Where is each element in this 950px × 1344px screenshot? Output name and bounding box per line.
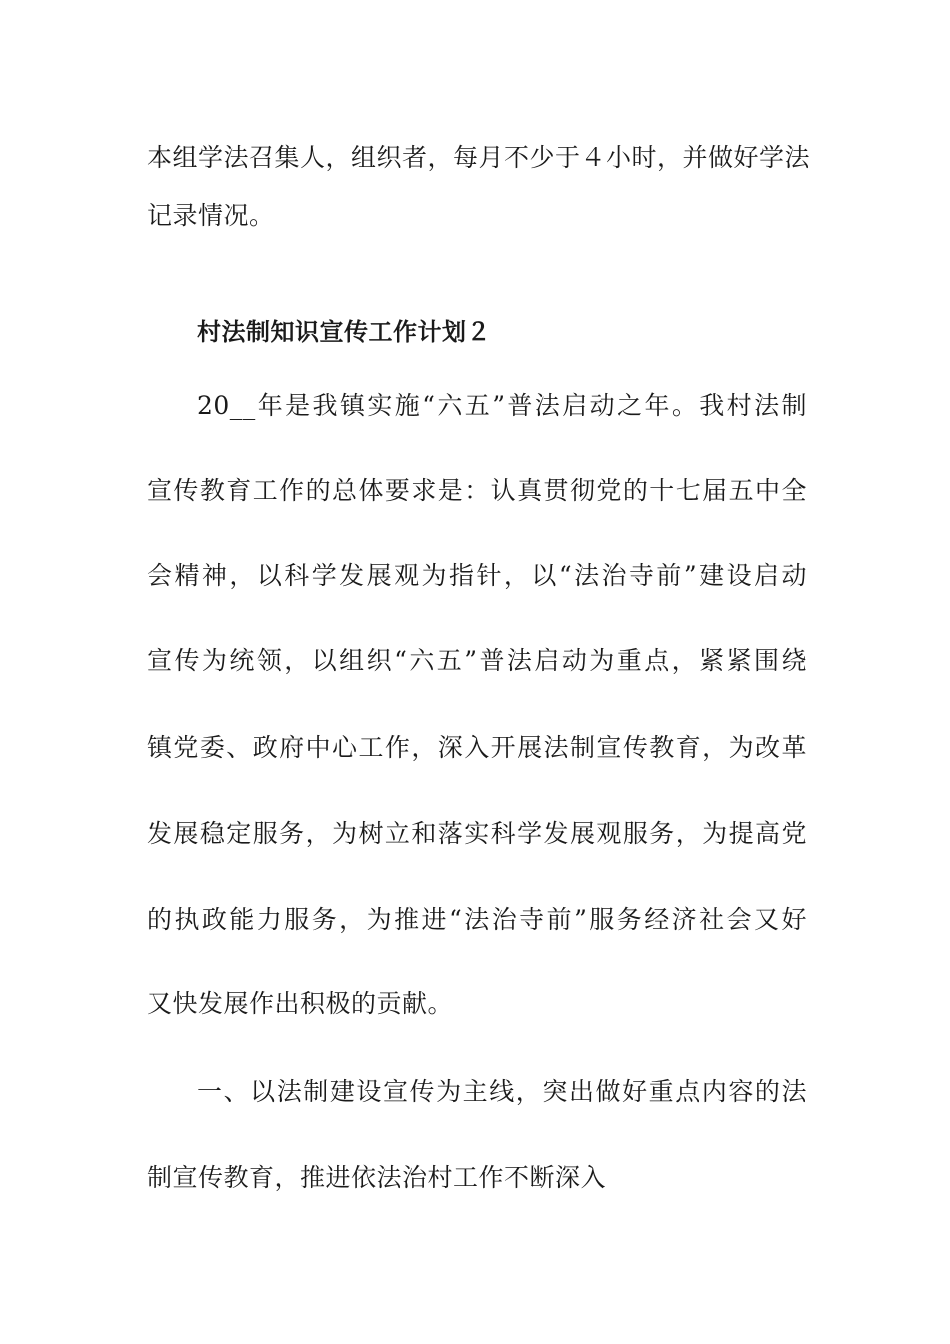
paragraph-line: 镇党委、政府中心工作，深入开展法制宣传教育，为改革	[147, 733, 807, 762]
paragraph-line: 宣传教育工作的总体要求是：认真贯彻党的十七届五中全	[147, 476, 807, 505]
paragraph-line: 20__年是我镇实施“六五”普法启动之年。我村法制	[197, 391, 807, 420]
paragraph-line: 制宣传教育，推进依法治村工作不断深入	[147, 1163, 607, 1192]
paragraph-line: 的执政能力服务，为推进“法治寺前”服务经济社会又好	[147, 905, 807, 934]
paragraph-line: 记录情况。	[147, 201, 275, 230]
paragraph-line: 一、以法制建设宣传为主线，突出做好重点内容的法	[197, 1077, 807, 1106]
paragraph-line: 发展稳定服务，为树立和落实科学发展观服务，为提高党	[147, 819, 807, 848]
section-heading: 村法制知识宣传工作计划２	[197, 318, 491, 346]
paragraph-line: 宣传为统领，以组织“六五”普法启动为重点，紧紧围绕	[147, 646, 807, 675]
paragraph-line: 会精神，以科学发展观为指针，以“法治寺前”建设启动	[147, 561, 807, 590]
paragraph-line: 又快发展作出积极的贡献。	[147, 989, 454, 1018]
paragraph-line: 本组学法召集人，组织者，每月不少于４小时，并做好学法	[147, 143, 811, 172]
